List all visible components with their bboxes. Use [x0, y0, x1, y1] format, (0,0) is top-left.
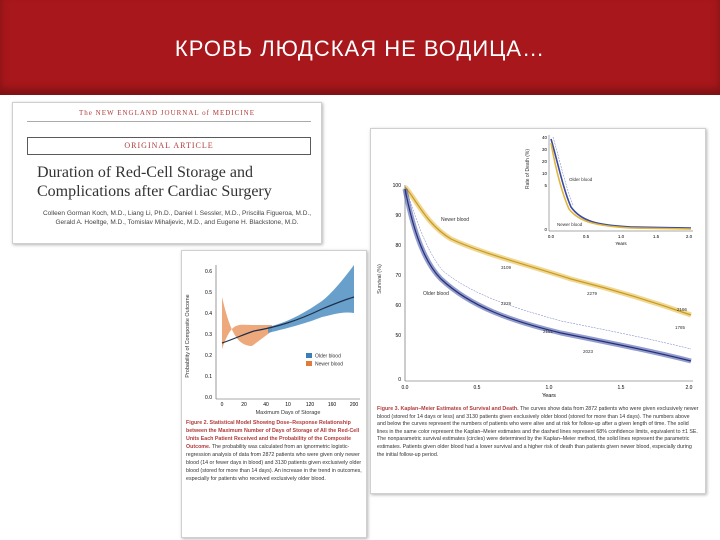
fig3-caption-body: The curves show data from 2872 patients who were given exclusively newer blood (stored for 14 days or less) and 3130 patients given exclusively older blood (stored for more than 14 days). The numbers above and below the curves represent the numbers of patients who were alive and at risk for follow-up after a given length of time. The solid lines in the same color represent the Kaplan–Meier estimates and the dashed lines represent 68% confidence limits, equivalent to ±1 SE. The nonparametric survival estimates (circles) were determined by the Kaplan–Meier method, the solid lines represent the parametric estimates. Patients given older blood had a lower survival and a higher risk of death than patients given newer blood, especially during the initial follow-up period. — [377, 406, 699, 458]
inset-x-axis-label: Years — [615, 241, 627, 246]
main-y-axis-label: Survival (%) — [377, 264, 383, 294]
fig2-ytick: 0.3 — [205, 332, 212, 338]
article-type-box — [27, 137, 311, 155]
main-y-ticks — [393, 183, 402, 383]
inset-older-curve — [551, 139, 691, 228]
journal-name: The NEW ENGLAND JOURNAL of MEDICINE — [79, 109, 255, 117]
fig2-x-axis-label: Maximum Days of Storage — [255, 410, 321, 416]
inset-xtick: 1.0 — [617, 234, 625, 239]
fig2-ytick: 0.0 — [205, 395, 212, 401]
main-xtick: 0.5 — [473, 385, 481, 391]
main-newer-label: Newer blood — [441, 217, 470, 223]
inset-ytick: 40 — [541, 135, 547, 140]
main-ytick: 80 — [395, 243, 401, 249]
legend-newer-label: Newer blood — [315, 361, 344, 368]
fig2-newer-band — [222, 297, 272, 349]
main-xtick: 2.0 — [685, 385, 693, 391]
fig2-xtick: 20 — [241, 402, 247, 408]
main-older-curve — [405, 189, 691, 361]
annotation: 2023 — [583, 349, 594, 354]
divider — [27, 121, 311, 122]
inset-newer-label: Newer blood — [557, 222, 583, 227]
fig2-y-ticks — [205, 269, 212, 401]
inset-ytick: 20 — [541, 159, 547, 164]
inset-ytick: 0 — [544, 227, 547, 232]
main-xtick: 0.0 — [401, 385, 409, 391]
main-older-ci-upper — [405, 187, 691, 349]
article-authors: Colleen Gorman Koch, M.D., Liang Li, Ph.D., Daniel I. Sessler, M.D., Priscilla Figueroa, M.D., Gerald A. Hoeltge, M.D., Tomislav Mihaljevic, M.D., and Eugene H. Blackstone, M.D. — [42, 210, 312, 226]
slide-title: КРОВЬ ЛЮДСКАЯ НЕ ВОДИЦА… — [174, 36, 546, 61]
annotation: 1785 — [675, 325, 686, 330]
journal-title-panel — [12, 102, 322, 244]
fig2-xtick: 120 — [305, 402, 315, 408]
inset-ytick: 30 — [541, 147, 547, 152]
inset-y-axis-label: Rate of Death (%) — [525, 148, 531, 190]
annotation: 2196 — [677, 307, 688, 312]
inset-ytick: 5 — [544, 183, 547, 188]
fig3-caption-title: Figure 3. Kaplan–Meier Estimates of Survival and Death. — [377, 406, 519, 412]
fig2-older-band — [268, 265, 354, 333]
article-title: Duration of Red-Cell Storage and Complications after Cardiac Surgery — [37, 164, 272, 200]
inset-xtick: 1.5 — [652, 234, 660, 239]
main-ytick: 0 — [398, 377, 401, 383]
article-type: ORIGINAL ARTICLE — [124, 141, 214, 150]
inset-newer-curve — [551, 143, 691, 229]
annotation: 2229 — [501, 301, 512, 306]
fig2-xtick: 200 — [349, 402, 359, 408]
fig2-xtick: 40 — [263, 402, 269, 408]
inset-x-ticks — [548, 234, 693, 239]
fig2-y-axis-label: Probability of Composite Outcome — [185, 294, 191, 378]
main-xtick: 1.5 — [617, 385, 625, 391]
fig2-ytick: 0.6 — [205, 269, 212, 275]
fig2-xtick: 160 — [327, 402, 337, 408]
main-older-label: Older blood — [423, 291, 449, 297]
inset-y-ticks — [542, 135, 548, 232]
main-ytick: 50 — [395, 333, 401, 339]
main-ytick: 60 — [395, 303, 401, 309]
fig2-caption-title: Figure 2. Statistical Model Showing Dose–Response Relationship between the Maximum Number of Days of Storage of All the Red-Cell Units Each Patient Received and the Probability of the Composite Outcome. — [186, 420, 360, 450]
annotation: 3109 — [501, 265, 512, 270]
annotation: 2279 — [587, 291, 598, 296]
main-ytick: 90 — [395, 213, 401, 219]
fig2-trend-line — [222, 297, 354, 343]
main-x-ticks — [402, 385, 693, 391]
figure-3-panel — [370, 128, 706, 494]
figure-2-chart — [182, 251, 366, 416]
legend-older-swatch — [306, 353, 312, 358]
figure-3-caption — [377, 406, 699, 459]
main-xtick: 1.0 — [545, 385, 553, 391]
inset-xtick: 0.5 — [582, 234, 590, 239]
inset-ytick: 10 — [541, 171, 547, 176]
fig2-caption-body: The probability was calculated from an ignormetric logistic-regression analysis of data from 2872 patients who were given only newer blood (14 or fewer days in blood) and 3130 patients given exclusively older blood (stored for more than 14 days). An increase in the trend in outcomes, especially for patients who received exclusively older blood. — [186, 444, 362, 482]
fig2-ytick: 0.1 — [205, 374, 212, 380]
fig2-x-ticks — [221, 402, 359, 408]
main-ytick: 70 — [395, 273, 401, 279]
legend-older-label: Older blood — [315, 353, 341, 360]
main-x-axis-label: Years — [542, 393, 556, 399]
figure-3-chart — [371, 129, 705, 401]
inset-xtick: 0.0 — [547, 234, 555, 239]
slide-header — [0, 0, 720, 95]
inset-older-label: Older blood — [569, 177, 593, 182]
fig2-ytick: 0.4 — [205, 311, 212, 317]
legend-newer-swatch — [306, 361, 312, 366]
fig2-xtick: 10 — [285, 402, 291, 408]
fig2-xtick: 0 — [220, 402, 224, 408]
fig2-ytick: 0.2 — [205, 353, 212, 359]
main-ytick: 100 — [392, 183, 401, 189]
inset-xtick: 2.0 — [685, 234, 693, 239]
main-older-ci-band — [405, 189, 691, 361]
figure-2-caption — [186, 419, 362, 483]
annotation: 2151 — [543, 329, 554, 334]
figure-2-panel — [181, 250, 367, 538]
fig2-ytick: 0.5 — [205, 290, 212, 296]
